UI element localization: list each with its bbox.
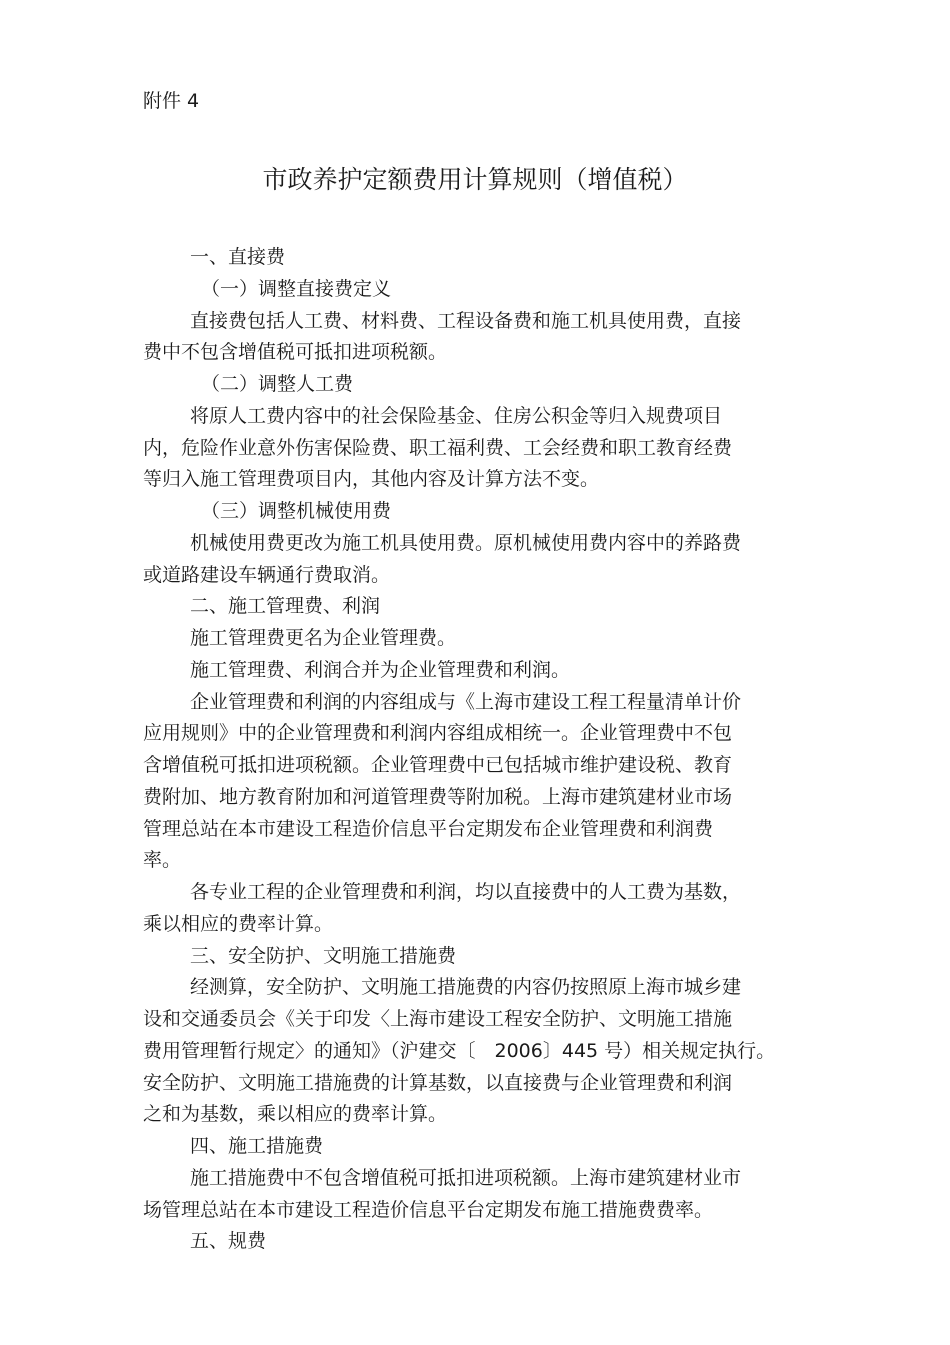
text-line: 各专业工程的企业管理费和利润，均以直接费中的人工费为基数， xyxy=(190,881,742,903)
attachment-label: 附件 4 xyxy=(143,90,200,112)
text-line: （一）调整直接费定义 xyxy=(201,277,392,300)
text-line: 费用管理暂行规定〉的通知》（沪建交〔 2006〕445 号）相关规定执行。 xyxy=(143,1039,776,1062)
text-line: 直接费包括人工费、材料费、工程设备费和施工机具使用费，直接 xyxy=(190,309,742,332)
text-line: （三）调整机械使用费 xyxy=(201,500,392,522)
document-title: 市政养护定额费用计算规则（增值税） xyxy=(262,165,688,194)
text-line: 一、直接费 xyxy=(190,246,286,268)
text-line: 企业管理费和利润的内容组成与《上海市建设工程工程量清单计价 xyxy=(190,690,742,713)
text-line: 设和交通委员会《关于印发〈上海市建设工程安全防护、文明施工措施 xyxy=(143,1008,733,1030)
text-line: 费附加、地方教育附加和河道管理费等附加税。上海市建筑建材业市场 xyxy=(143,785,733,808)
text-line: 含增值税可抵扣进项税额。企业管理费中已包括城市维护建设税、教育 xyxy=(143,754,733,776)
text-line: 经测算，安全防护、文明施工措施费的内容仍按照原上海市城乡建 xyxy=(190,976,742,999)
text-line: 场管理总站在本市建设工程造价信息平台定期发布施工措施费费率。 xyxy=(143,1198,714,1221)
text-line: 乘以相应的费率计算。 xyxy=(143,912,334,935)
text-line: 内，危险作业意外伤害保险费、职工福利费、工会经费和职工教育经费 xyxy=(143,436,733,459)
text-line: 等归入施工管理费项目内，其他内容及计算方法不变。 xyxy=(143,468,600,491)
text-line: 或道路建设车辆通行费取消。 xyxy=(143,563,391,586)
text-line: 施工管理费更名为企业管理费。 xyxy=(190,627,457,649)
text-line: 五、规费 xyxy=(190,1230,267,1253)
text-line: （二）调整人工费 xyxy=(201,373,354,395)
text-line: 将原人工费内容中的社会保险基金、住房公积金等归入规费项目 xyxy=(190,404,723,427)
text-line: 施工管理费、利润合并为企业管理费和利润。 xyxy=(190,658,571,681)
text-line: 安全防护、文明施工措施费的计算基数，以直接费与企业管理费和利润 xyxy=(143,1071,733,1094)
text-line: 费中不包含增值税可抵扣进项税额。 xyxy=(143,341,448,364)
text-line: 施工措施费中不包含增值税可抵扣进项税额。上海市建筑建材业市 xyxy=(190,1166,742,1189)
text-line: 应用规则》中的企业管理费和利润内容组成相统一。企业管理费中不包 xyxy=(143,722,733,745)
text-line: 二、施工管理费、利润 xyxy=(190,595,381,618)
text-line: 机械使用费更改为施工机具使用费。原机械使用费内容中的养路费 xyxy=(190,531,742,554)
text-line: 三、安全防护、文明施工措施费 xyxy=(190,944,457,967)
document-body xyxy=(143,242,843,1258)
text-line: 四、施工措施费 xyxy=(190,1135,324,1157)
text-line: 率。 xyxy=(143,849,182,872)
text-line: 管理总站在本市建设工程造价信息平台定期发布企业管理费和利润费 xyxy=(143,817,714,840)
text-line: 之和为基数，乘以相应的费率计算。 xyxy=(143,1103,448,1126)
